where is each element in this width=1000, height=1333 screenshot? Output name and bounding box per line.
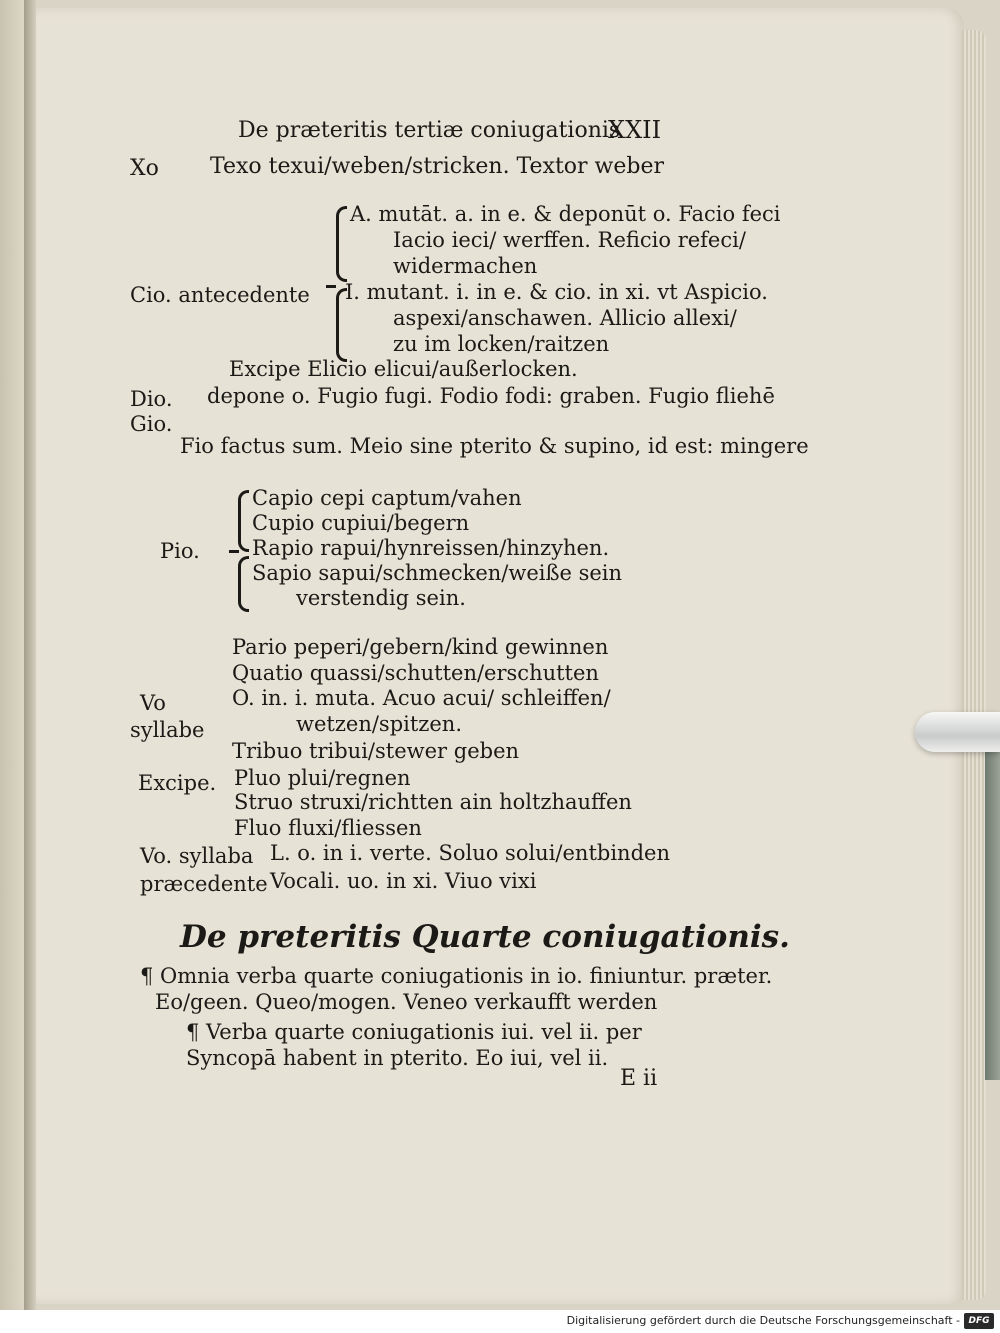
line-struo: Struo struxi/richtten ain holtzhauffen <box>234 790 632 814</box>
section-heading: De preteritis Quarte coniugationis. <box>180 919 790 955</box>
line-pio-3: Rapio rapui/hynreissen/hinzyhen. <box>252 536 610 560</box>
line-pio-5: verstendig sein. <box>296 586 466 610</box>
line-acuo: O. in. i. muta. Acuo acui/ schleiffen/ <box>232 686 611 710</box>
line-pio-2: Cupio cupiui/begern <box>252 511 470 535</box>
line-pario: Pario peperi/gebern/kind gewinnen <box>232 635 609 659</box>
margin-label-gio: Gio. <box>130 412 173 436</box>
folio-number: XXII <box>608 116 662 144</box>
line-cio-4: I. mutant. i. in e. & cio. in xi. vt Aspicio. <box>345 280 768 304</box>
margin-label-excipe: Excipe. <box>138 771 217 795</box>
line-viuo: Vocali. uo. in xi. Viuo vixi <box>270 869 537 893</box>
line-cio-7: Excipe Elicio elicui/außerlocken. <box>229 357 578 381</box>
line-pio-4: Sapio sapui/schmecken/weiße sein <box>252 561 623 585</box>
brace-pio-lower <box>238 556 249 612</box>
book-gutter <box>24 0 36 1310</box>
footer-bar <box>0 1310 1000 1333</box>
cover-edge <box>985 740 1000 1080</box>
margin-label-pio: Pio. <box>160 539 200 563</box>
brace-pio-upper <box>238 490 249 552</box>
page-block-edges <box>962 30 986 1300</box>
margin-label-cio: Cio. antecedente <box>130 283 310 307</box>
running-title: De præteritis tertiæ coniugationis <box>238 118 621 143</box>
line-cio-3: widermachen <box>393 254 538 278</box>
para2-line2: Syncopā habent in pterito. Eo iui, vel ii. <box>186 1046 609 1070</box>
line-dio: depone o. Fugio fugi. Fodio fodi: graben. Fugio fliehē <box>207 384 775 408</box>
signature-mark: E ii <box>620 1066 658 1091</box>
line-cio-2: Iacio ieci/ werffen. Reficio refeci/ <box>393 228 746 252</box>
page-clip-tab <box>915 712 1000 752</box>
margin-label-dio: Dio. <box>130 387 173 411</box>
line-cio-6: zu im locken/raitzen <box>393 332 610 356</box>
line-tribuo: Tribuo tribui/stewer geben <box>232 739 520 763</box>
line-texo: Texo texui/weben/stricken. Textor weber <box>210 154 665 179</box>
para2-line1: ¶ Verba quarte coniugationis iui. vel ii. per <box>186 1020 642 1044</box>
line-pio-1: Capio cepi captum/vahen <box>252 486 522 510</box>
line-wetzen: wetzen/spitzen. <box>296 712 463 736</box>
footer-credit: Digitalisierung gefördert durch die Deutsche Forschungsgemeinschaft - <box>566 1314 960 1327</box>
margin-label-vo: Vo <box>140 691 166 715</box>
line-soluo: L. o. in i. verte. Soluo solui/entbinden <box>270 841 670 865</box>
facing-page-edge <box>0 0 26 1310</box>
line-quatio: Quatio quassi/schutten/erschutten <box>232 661 599 685</box>
para1-line2: Eo/geen. Queo/mogen. Veneo verkaufft werden <box>155 990 658 1014</box>
brace-pio-point <box>229 550 239 553</box>
para1-line1: ¶ Omnia verba quarte coniugationis in io. finiuntur. præter. <box>140 964 773 988</box>
line-cio-1: A. mutāt. a. in e. & deponūt o. Facio feci <box>350 202 781 226</box>
margin-label-syllabe: syllabe <box>130 718 205 742</box>
brace-cio-upper <box>336 206 347 282</box>
line-fio: Fio factus sum. Meio sine pterito & supino, id est: mingere <box>180 434 809 458</box>
margin-label-vo-syllaba: Vo. syllaba <box>140 844 254 868</box>
dfg-logo: DFG <box>964 1313 994 1329</box>
line-fluo: Fluo fluxi/fliessen <box>234 816 422 840</box>
margin-label-praecedente: præcedente <box>140 872 268 896</box>
brace-cio-point <box>326 285 336 288</box>
line-cio-5: aspexi/anschawen. Allicio allexi/ <box>393 306 737 330</box>
line-pluo: Pluo plui/regnen <box>234 766 411 790</box>
margin-label-xo: Xo <box>130 156 159 181</box>
